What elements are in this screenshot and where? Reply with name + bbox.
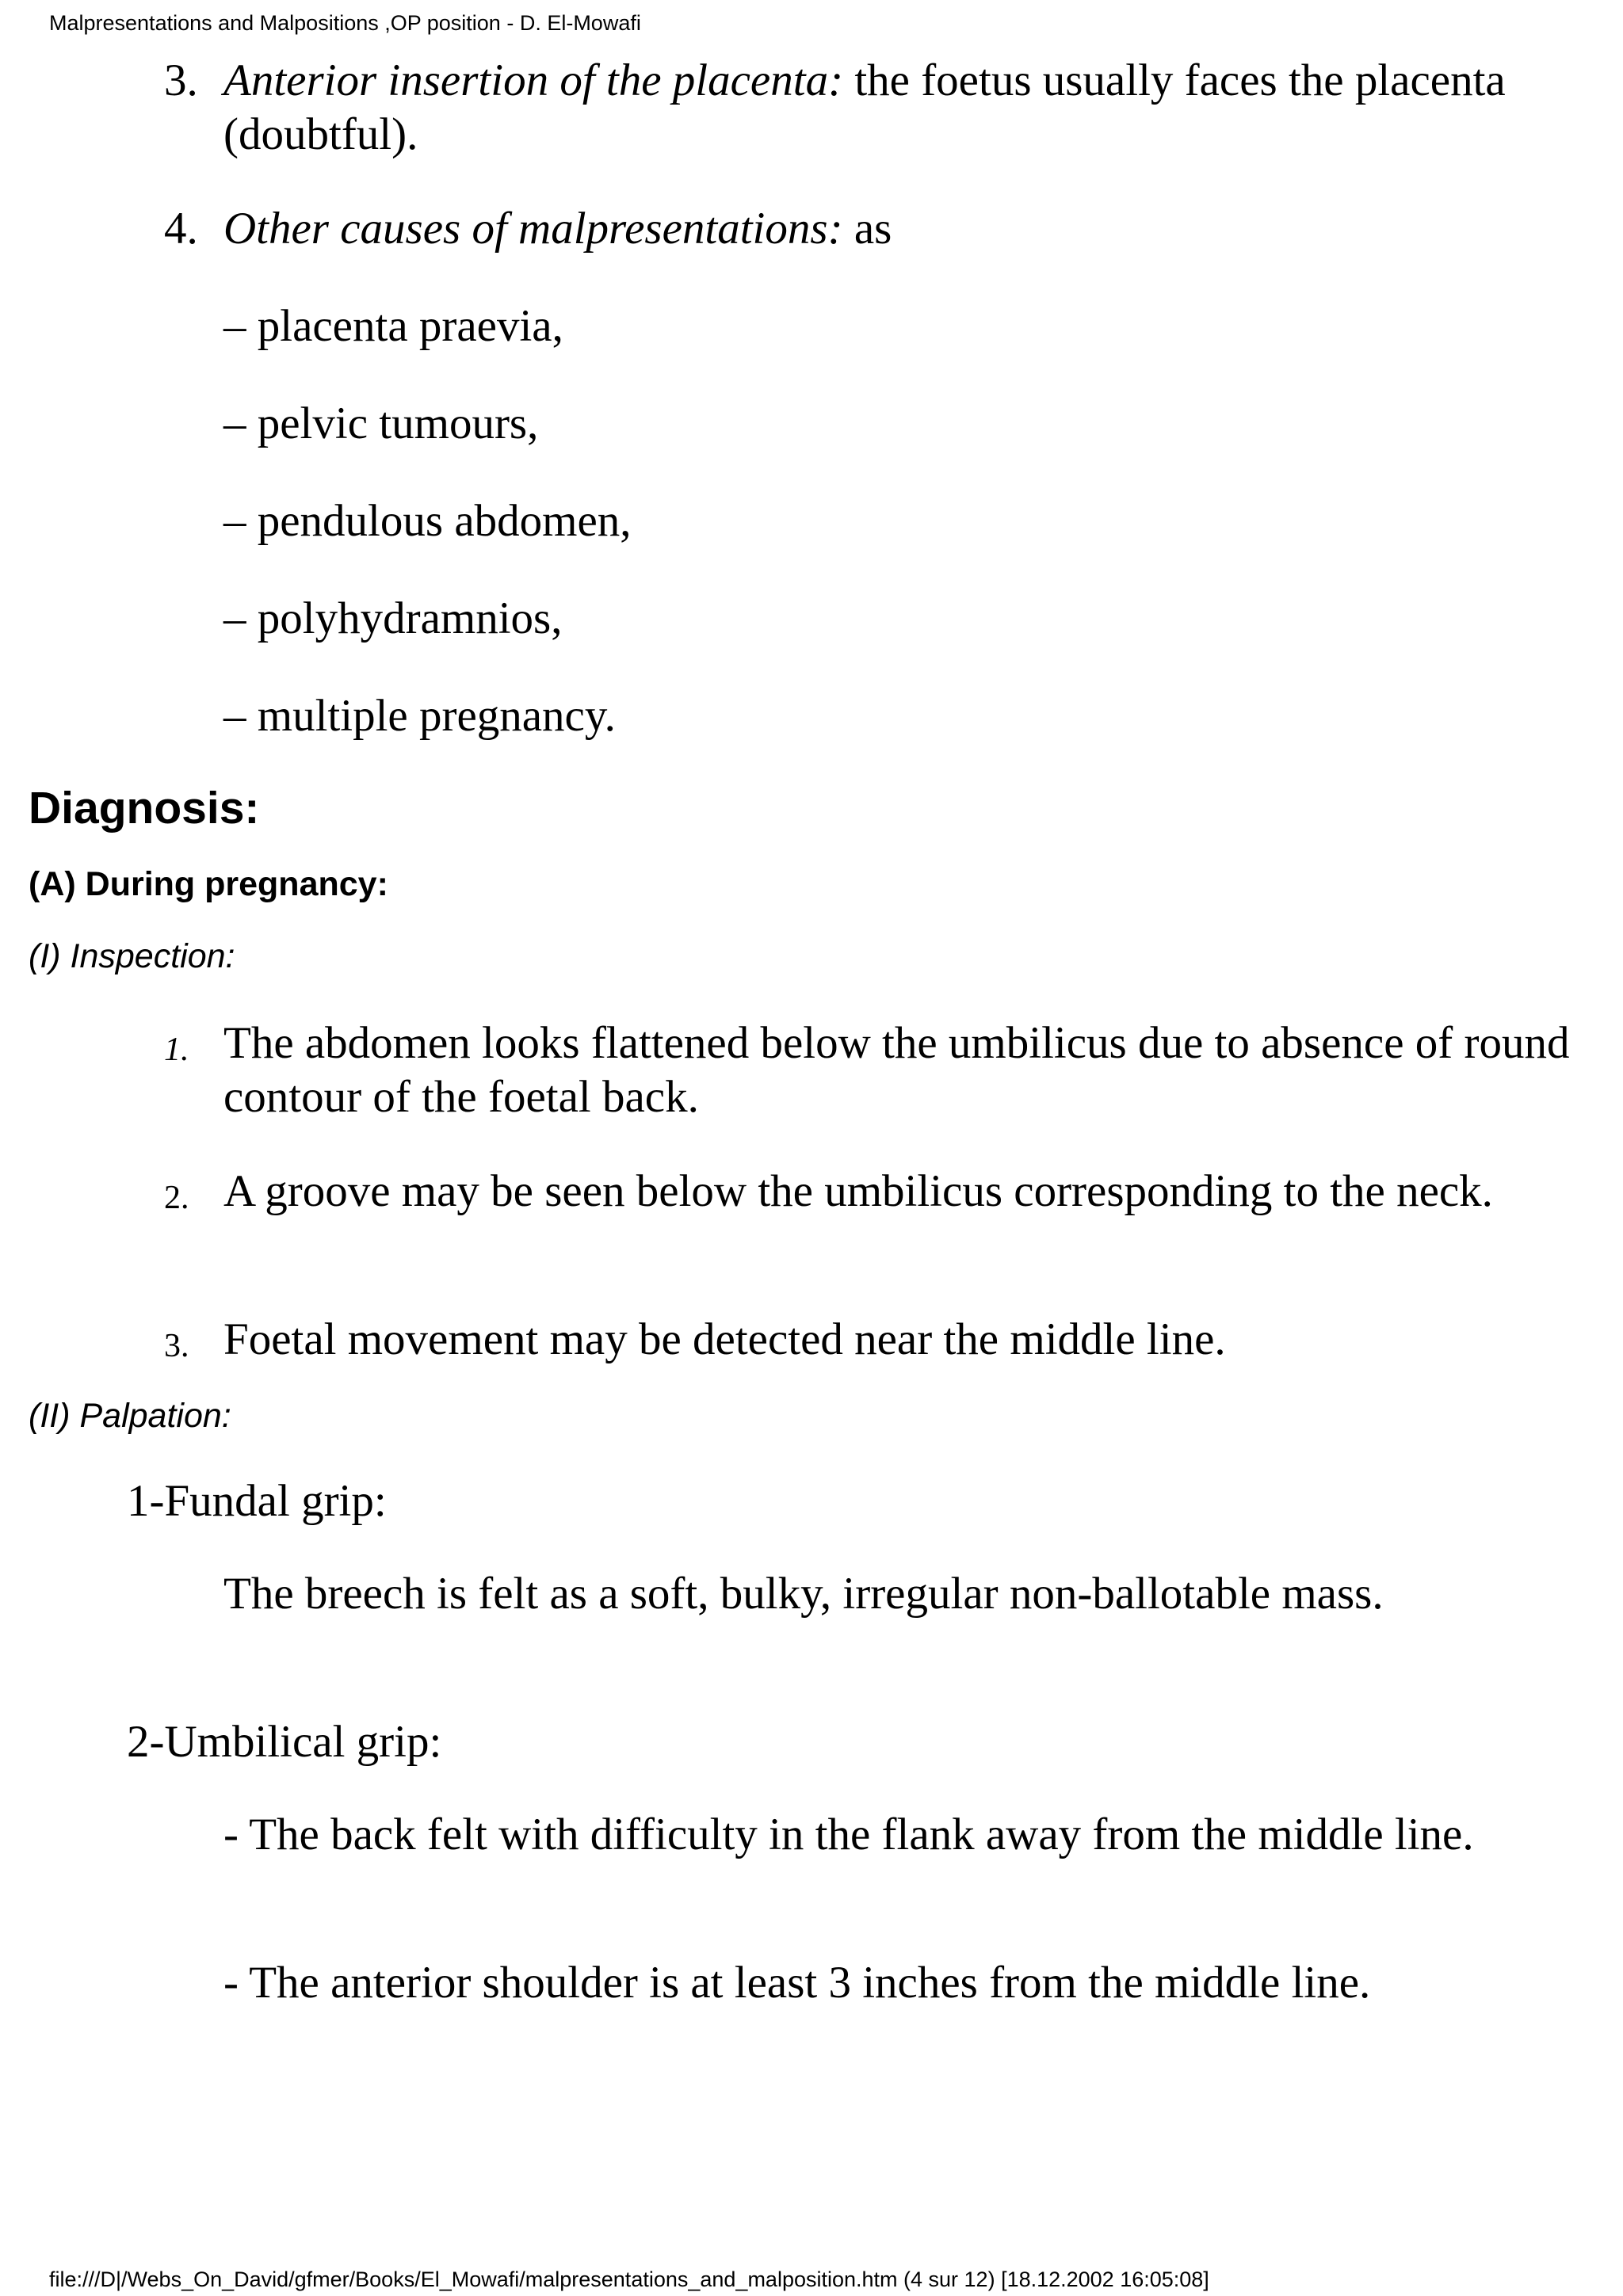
inspection-text: A groove may be seen below the umbilicus corresponding to the neck.	[223, 1166, 1493, 1216]
other-cause-item: – polyhydramnios,	[223, 593, 563, 643]
fundal-grip-text: The breech is felt as a soft, bulky, irregular non-ballotable mass.	[223, 1569, 1384, 1619]
inspection-text: The abdomen looks flattened below the umbilicus due to absence of round contour of the foetal back.	[223, 1018, 1570, 1122]
cause-lead: Anterior insertion of the placenta:	[223, 55, 844, 105]
inspection-heading: (I) Inspection:	[29, 937, 235, 975]
inspection-number: 2.	[164, 1180, 189, 1216]
other-cause-item: – pendulous abdomen,	[223, 496, 632, 546]
other-cause-item: – multiple pregnancy.	[223, 691, 616, 741]
inspection-number: 3.	[164, 1328, 189, 1364]
umbilical-grip-point: - The anterior shoulder is at least 3 inches from the middle line.	[223, 1958, 1371, 2008]
cause-number: 3.	[164, 55, 198, 105]
page-footer-path: file:///D|/Webs_On_David/gfmer/Books/El_Mowafi/malpresentations_and_malposition.htm (4 sur 12) [18.12.2002 16:05:08]	[49, 2267, 1209, 2291]
inspection-item-1	[164, 1016, 1571, 1124]
cause-number: 4.	[164, 204, 198, 254]
during-pregnancy-heading: (A) During pregnancy:	[29, 865, 388, 903]
palpation-heading: (II) Palpation:	[29, 1397, 231, 1435]
cause-text: as	[842, 204, 892, 254]
inspection-text: Foetal movement may be detected near the middle line.	[223, 1314, 1226, 1364]
inspection-item-2	[164, 1165, 1571, 1219]
cause-lead: Other causes of malpresentations:	[223, 204, 843, 254]
umbilical-grip-point: - The back felt with difficulty in the flank away from the middle line.	[223, 1810, 1474, 1859]
umbilical-grip-title: 2-Umbilical grip:	[127, 1717, 442, 1767]
other-cause-item: – pelvic tumours,	[223, 399, 539, 448]
inspection-item-3	[164, 1313, 1571, 1367]
diagnosis-heading: Diagnosis:	[29, 783, 260, 833]
cause-item-4	[164, 202, 1571, 256]
cause-item-3	[164, 54, 1571, 162]
page-header: Malpresentations and Malpositions ,OP position - D. El-Mowafi	[49, 11, 641, 35]
fundal-grip-title: 1-Fundal grip:	[127, 1476, 387, 1526]
other-cause-item: – placenta praevia,	[223, 301, 563, 351]
cause-text: the foetus usually faces the placenta (doubtful).	[223, 55, 1506, 159]
inspection-number: 1.	[164, 1032, 189, 1068]
